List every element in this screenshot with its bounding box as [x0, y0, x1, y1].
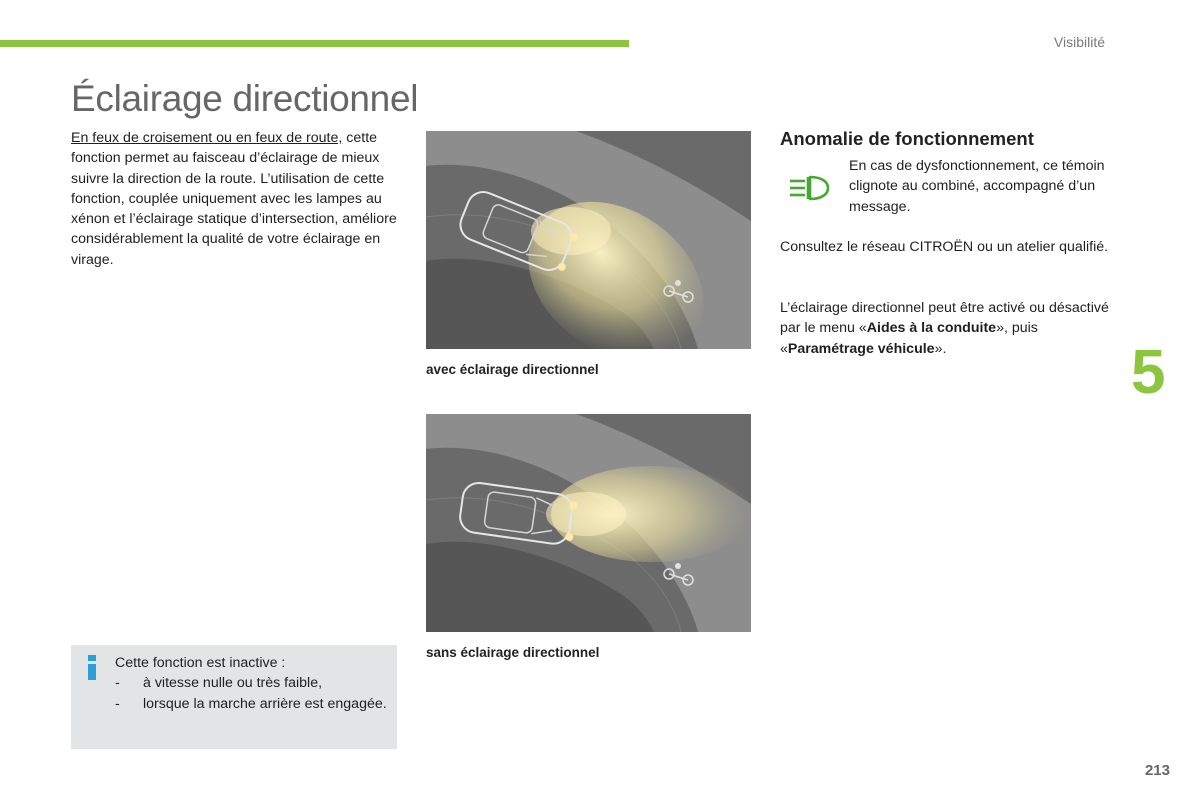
menu-text-mid: », puis « — [780, 320, 1038, 357]
anomaly-title: Anomalie de fonctionnement — [780, 128, 1034, 149]
menu-name-driving-aids: Aides à la conduite — [866, 320, 997, 337]
directional-headlight-warning-icon — [788, 173, 830, 203]
figure-with-directional-lighting — [426, 131, 751, 349]
warning-description: En cas de dysfonctionnement, ce témoin clignote au combiné, accompagné d’un message. — [849, 158, 1105, 215]
figure-caption-with: avec éclairage directionnel — [426, 362, 599, 377]
info-intro: Cette fonction est inactive : — [115, 655, 286, 671]
info-text — [115, 653, 387, 714]
list-dash: - — [115, 695, 120, 712]
list-item — [115, 673, 387, 693]
info-list — [115, 673, 387, 714]
header-accent-bar — [0, 40, 629, 47]
chapter-number: 5 — [1131, 338, 1166, 407]
list-dash: - — [115, 675, 120, 692]
figure-without-directional-lighting — [426, 414, 751, 632]
info-icon — [85, 653, 99, 681]
list-item-text: à vitesse nulle ou très faible, — [143, 675, 323, 692]
consult-network-text: Consultez le réseau CITROËN ou un atelier qualifié. — [780, 239, 1109, 255]
intro-body: cette fonction permet au faisceau d’éclairage de mieux suivre la direction de la route. L’utilisation de cette fonction, couplée uniquement avec les lampes au xénon et l’éclairage statique d’intersection, améliore considérablement la qualité de votre éclairage en virage. — [71, 130, 397, 268]
page-number: 213 — [1144, 762, 1170, 779]
figure-caption-without: sans éclairage directionnel — [426, 645, 600, 660]
menu-text-pre: L’éclairage directionnel peut être activé ou désactivé par le menu « — [780, 300, 1109, 337]
list-item — [115, 694, 387, 714]
menu-text-post: ». — [934, 340, 947, 357]
list-item-text: lorsque la marche arrière est engagée. — [143, 695, 387, 712]
menu-name-vehicle-settings: Paramétrage véhicule — [787, 340, 935, 357]
info-box — [71, 645, 397, 749]
menu-instructions — [780, 298, 1120, 359]
section-label: Visibilité — [1053, 34, 1105, 50]
intro-paragraph — [71, 128, 401, 270]
intro-lead: En feux de croisement ou en feux de route, — [71, 130, 343, 146]
page-title: Éclairage directionnel — [71, 78, 419, 119]
